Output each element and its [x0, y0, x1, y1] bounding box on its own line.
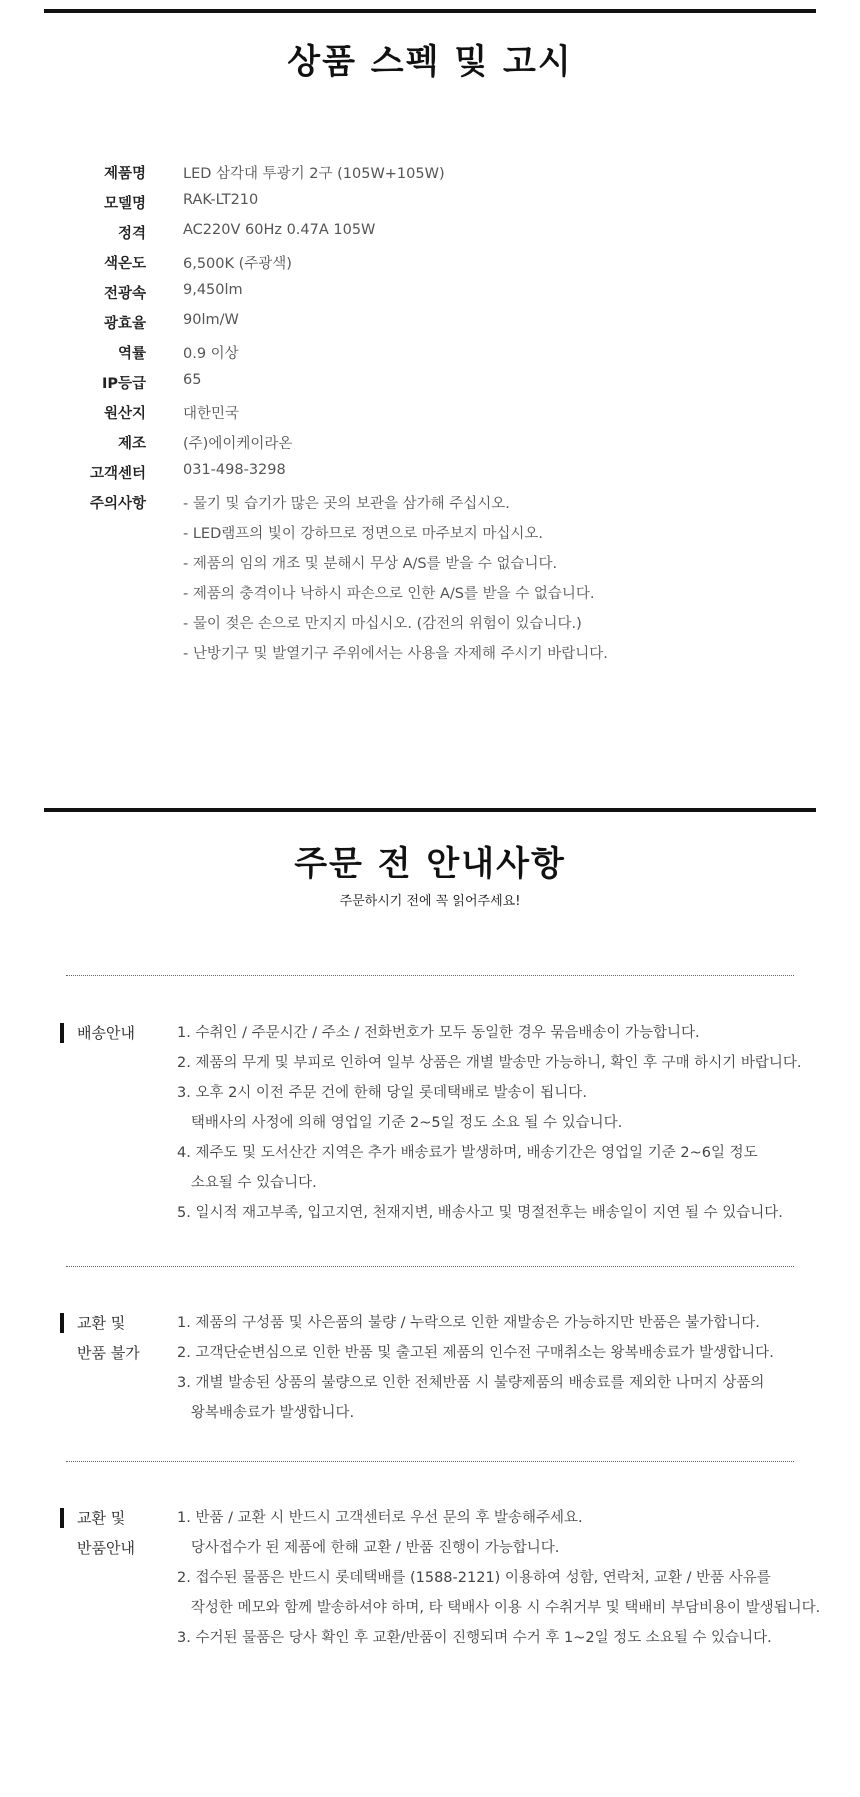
spec-value: - 물기 및 습기가 많은 곳의 보관을 삼가해 주십시오. [183, 496, 510, 512]
spec-value: AC220V 60Hz 0.47A 105W [183, 222, 376, 238]
spec-label: 광효율 [103, 316, 146, 332]
notice-line: 2. 제품의 무게 및 부피로 인하여 일부 상품은 개별 발송만 가능하니, 확인 후 구매 하시기 바랍니다. [177, 1055, 802, 1071]
spec-value: 6,500K (주광색) [183, 256, 292, 272]
spec-value: 031-498-3298 [183, 462, 286, 478]
spec-label: 원산지 [103, 406, 146, 422]
notice-line: 당사접수가 된 제품에 한해 교환 / 반품 진행이 가능합니다. [177, 1540, 560, 1556]
notice-line: 5. 일시적 재고부족, 입고지연, 천재지변, 배송사고 및 명절전후는 배송일이 지연 될 수 있습니다. [177, 1205, 783, 1221]
notice-line: 택배사의 사정에 의해 영업일 기준 2~5일 정도 소요 될 수 있습니다. [177, 1115, 623, 1131]
spec-value: LED 삼각대 투광기 2구 (105W+105W) [183, 166, 445, 182]
notice-line: 3. 오후 2시 이전 주문 건에 한해 당일 롯데택배로 발송이 됩니다. [177, 1085, 587, 1101]
spec-label: 전광속 [103, 286, 146, 302]
spec-value: RAK-LT210 [183, 192, 259, 208]
spec-value: 65 [183, 372, 202, 388]
spec-value: 9,450lm [183, 282, 243, 298]
notice-line: 1. 반품 / 교환 시 반드시 고객센터로 우선 문의 후 발송해주세요. [177, 1510, 583, 1526]
spec-value: - 제품의 임의 개조 및 분해시 무상 A/S를 받을 수 없습니다. [183, 556, 558, 572]
spec-value: - 물이 젖은 손으로 만지지 마십시오. (감전의 위험이 있습니다.) [183, 616, 582, 632]
spec-label: 제조 [117, 436, 146, 452]
notice-heading: 반품안내 [77, 1539, 135, 1557]
spec-section-title: 상품 스펙 및 고시 [287, 42, 573, 82]
heading-marker [60, 1313, 64, 1333]
spec-value: (주)에이케이라온 [183, 436, 293, 452]
notice-line: 3. 수거된 물품은 당사 확인 후 교환/반품이 진행되며 수거 후 1~2일 정도 소요될 수 있습니다. [177, 1630, 772, 1646]
order-section-title: 주문 전 안내사항 [294, 844, 566, 884]
top-divider [44, 9, 816, 13]
notice-line: 1. 제품의 구성품 및 사은품의 불량 / 누락으로 인한 재발송은 가능하지만 반품은 불가합니다. [177, 1315, 760, 1331]
order-section-subtitle: 주문하시기 전에 꼭 읽어주세요! [339, 894, 521, 909]
spec-label: 고객센터 [89, 466, 146, 482]
spec-label: 주의사항 [89, 496, 146, 512]
spec-label: 색온도 [103, 256, 146, 272]
spec-label: IP등급 [101, 376, 146, 392]
heading-marker [60, 1023, 64, 1043]
spec-value: - 난방기구 및 발열기구 주위에서는 사용을 자제해 주시기 바랍니다. [183, 646, 608, 662]
notice-line: 2. 접수된 물품은 반드시 롯데택배를 (1588-2121) 이용하여 성함, 연락처, 교환 / 반품 사유를 [177, 1570, 771, 1586]
spec-label: 정격 [117, 226, 146, 242]
notice-heading: 교환 및 [77, 1314, 126, 1332]
order-section-divider [44, 808, 816, 812]
spec-value: 대한민국 [183, 406, 240, 422]
spec-value: - LED램프의 빛이 강하므로 정면으로 마주보지 마십시오. [183, 526, 544, 542]
heading-marker [60, 1508, 64, 1528]
notice-line: 1. 수취인 / 주문시간 / 주소 / 전화번호가 모두 동일한 경우 묶음배송이 가능합니다. [177, 1025, 700, 1041]
notice-line: 3. 개별 발송된 상품의 불량으로 인한 전체반품 시 불량제품의 배송료를 제외한 나머지 상품의 [177, 1375, 765, 1391]
dotted-divider [66, 1461, 794, 1462]
spec-label: 모델명 [103, 196, 146, 212]
notice-heading: 배송안내 [77, 1024, 135, 1042]
dotted-divider [66, 1266, 794, 1267]
notice-heading: 반품 불가 [77, 1344, 140, 1362]
notice-line: 2. 고객단순변심으로 인한 반품 및 출고된 제품의 인수전 구매취소는 왕복배송료가 발생합니다. [177, 1345, 774, 1361]
spec-value: - 제품의 충격이나 낙하시 파손으로 인한 A/S를 받을 수 없습니다. [183, 586, 595, 602]
notice-line: 왕복배송료가 발생합니다. [177, 1405, 355, 1421]
spec-label: 제품명 [103, 166, 146, 182]
notice-line: 4. 제주도 및 도서산간 지역은 추가 배송료가 발생하며, 배송기간은 영업일 기준 2~6일 정도 [177, 1145, 758, 1161]
spec-label: 역률 [117, 346, 146, 362]
dotted-divider [66, 975, 794, 976]
notice-heading: 교환 및 [77, 1509, 126, 1527]
spec-value: 90lm/W [183, 312, 239, 328]
notice-line: 소요될 수 있습니다. [177, 1175, 317, 1191]
spec-value: 0.9 이상 [183, 346, 239, 362]
notice-line: 작성한 메모와 함께 발송하셔야 하며, 타 택배사 이용 시 수취거부 및 택배비 부담비용이 발생됩니다. [177, 1600, 821, 1616]
